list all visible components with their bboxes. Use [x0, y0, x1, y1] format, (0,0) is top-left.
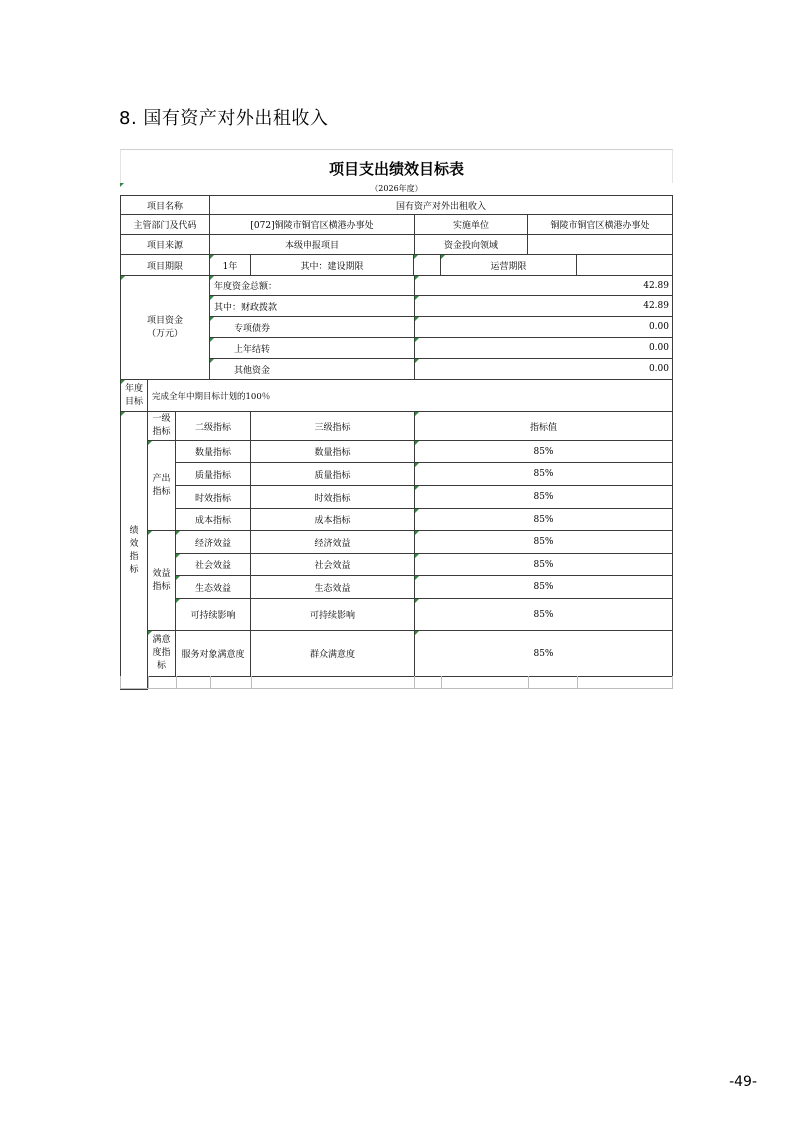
goal-label-line2: 目标 [124, 396, 143, 407]
performance-table [120, 149, 673, 689]
header-l1-line2: 指标 [152, 427, 171, 437]
benefit-ecological-value: 85% [414, 575, 673, 599]
project-name-value: 国有资产对外出租收入 [209, 195, 673, 215]
perf-char-2: 效 [129, 538, 139, 549]
table-title-row [120, 149, 673, 183]
satisfaction-l2: 服务对象满意度 [175, 630, 251, 677]
output-quantity-l3: 数量指标 [250, 440, 415, 463]
output-label [147, 440, 176, 531]
table-title: 项目支出绩效目标表 [328, 160, 464, 178]
funds-total-value: 42.89 [414, 275, 673, 296]
header-l1 [147, 411, 176, 441]
header-l2: 二级指标 [175, 411, 251, 441]
op-value [576, 254, 673, 276]
funds-fiscal-value: 42.89 [414, 295, 673, 317]
benefit-sustainable-l2: 可持续影响 [175, 598, 251, 631]
project-name-label: 项目名称 [120, 195, 210, 215]
output-quantity-l2: 数量指标 [175, 440, 251, 463]
benefit-social-l3: 社会效益 [250, 553, 415, 576]
benefit-ecological-l3: 生态效益 [250, 575, 415, 599]
output-quality-l2: 质量指标 [175, 462, 251, 486]
output-label-line2: 指标 [152, 486, 171, 497]
output-quantity-value: 85% [414, 440, 673, 463]
funds-bond-label: 专项债券 [209, 316, 415, 338]
perf-char-3: 指 [129, 551, 139, 562]
dept-label: 主管部门及代码 [120, 214, 210, 235]
impl-value: 铜陵市铜官区横港办事处 [527, 214, 673, 235]
funds-other-label: 其他资金 [209, 358, 415, 380]
funds-total-label: 年度资金总额： [209, 275, 415, 296]
benefit-label [147, 530, 176, 631]
satisfaction-label-line3: 标 [156, 661, 166, 671]
funds-label-line1: 项目资金 [146, 315, 183, 326]
impl-label: 实施单位 [414, 214, 528, 235]
goal-label [120, 379, 148, 412]
output-timeliness-l2: 时效指标 [175, 485, 251, 509]
funds-carryover-value: 0.00 [414, 337, 673, 359]
perf-char-4: 标 [129, 564, 139, 575]
output-timeliness-value: 85% [414, 485, 673, 509]
output-label-line1: 产出 [152, 473, 171, 484]
output-quality-value: 85% [414, 462, 673, 486]
perf-label [120, 411, 148, 690]
satisfaction-label [147, 630, 176, 677]
funds-fiscal-label: 其中：财政拨款 [209, 295, 415, 317]
op-label: 运营期限 [440, 254, 577, 276]
satisfaction-label-line1: 满意 [152, 635, 171, 645]
benefit-ecological-l2: 生态效益 [175, 575, 251, 599]
benefit-label-line2: 指标 [152, 581, 171, 592]
perf-char-1: 绩 [129, 525, 139, 536]
benefit-social-value: 85% [414, 553, 673, 576]
satisfaction-value: 85% [414, 630, 673, 677]
benefit-social-l2: 社会效益 [175, 553, 251, 576]
source-value: 本级申报项目 [209, 234, 415, 255]
page-number: -49- [729, 1074, 757, 1090]
satisfaction-label-line2: 度指 [152, 648, 171, 658]
benefit-sustainable-value: 85% [414, 598, 673, 631]
output-cost-l3: 成本指标 [250, 508, 415, 531]
funds-carryover-label: 上年结转 [209, 337, 415, 359]
output-timeliness-l3: 时效指标 [250, 485, 415, 509]
header-value: 指标值 [414, 411, 673, 441]
build-value [413, 254, 441, 276]
period-label: 项目期限 [120, 254, 210, 276]
funds-other-value: 0.00 [414, 358, 673, 380]
output-cost-value: 85% [414, 508, 673, 531]
satisfaction-l3: 群众满意度 [250, 630, 415, 677]
table-year: （2026年度） [120, 183, 673, 195]
source-label: 项目来源 [120, 234, 210, 255]
goal-label-line1: 年度 [124, 383, 143, 394]
invest-label: 资金投向领域 [414, 234, 528, 255]
funds-bond-value: 0.00 [414, 316, 673, 338]
dept-value: [072]铜陵市铜官区横港办事处 [209, 214, 415, 235]
benefit-sustainable-l3: 可持续影响 [250, 598, 415, 631]
goal-value: 完成全年中期目标计划的100％ [147, 379, 673, 412]
trailing-grid [120, 676, 673, 689]
output-quality-l3: 质量指标 [250, 462, 415, 486]
invest-value [527, 234, 673, 255]
section-heading: 8. 国有资产对外出租收入 [119, 108, 329, 129]
header-l1-line1: 一级 [152, 414, 171, 424]
benefit-label-line1: 效益 [152, 568, 171, 579]
output-cost-l2: 成本指标 [175, 508, 251, 531]
funds-label [120, 275, 210, 380]
benefit-economic-l2: 经济效益 [175, 530, 251, 554]
build-label: 其中：建设期限 [250, 254, 414, 276]
period-value: 1年 [209, 254, 251, 276]
header-l3: 三级指标 [250, 411, 415, 441]
funds-label-line2: （万元） [146, 328, 183, 339]
benefit-economic-value: 85% [414, 530, 673, 554]
benefit-economic-l3: 经济效益 [250, 530, 415, 554]
